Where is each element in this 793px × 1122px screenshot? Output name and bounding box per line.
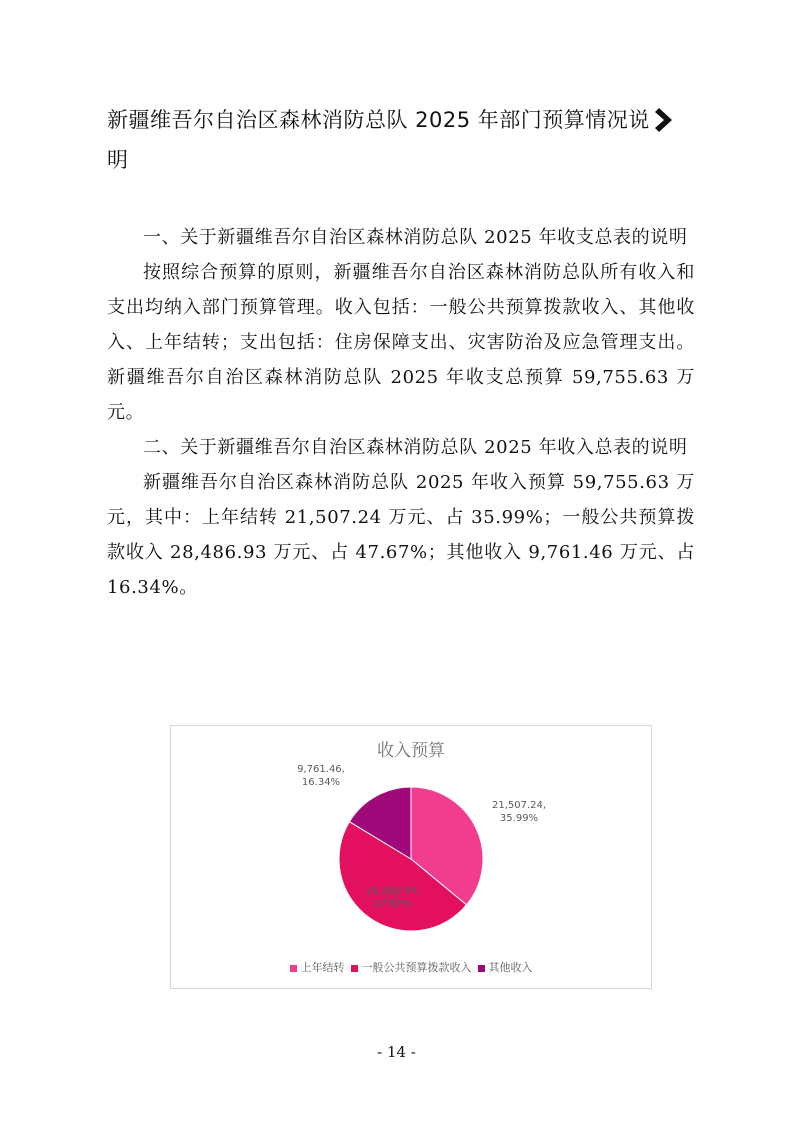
legend-swatch-3 xyxy=(478,965,485,972)
slice-value-label-2: 28,486.93, xyxy=(365,886,421,897)
slice-percent-label-2: 47.67% xyxy=(373,899,413,910)
chart-legend xyxy=(171,959,651,975)
legend-swatch-2 xyxy=(351,965,358,972)
legend-label-3: 其他收入 xyxy=(488,961,533,974)
section2-heading: 二、关于新疆维吾尔自治区森林消防总队 2025 年收入总表的说明 xyxy=(143,437,688,458)
legend-item-2 xyxy=(351,959,472,975)
legend-label-2: 一般公共预算拨款收入 xyxy=(361,961,472,974)
income-pie-chart xyxy=(170,725,652,989)
section1-paragraph: 按照综合预算的原则，新疆维吾尔自治区森林消防总队所有收入和支出均纳入部门预算管理。收入包括：一般公共预算拨款收入、其他收入、上年结转；支出包括：住房保障支出、灾害防治及应急管理支出。新疆维吾尔自治区森林消防总队 2025 年收支总预算 59,755.63 万元。 xyxy=(107,262,695,423)
document-body xyxy=(107,220,695,605)
legend-item-3 xyxy=(478,959,533,975)
slice-value-label-1: 21,507.24, xyxy=(491,800,547,811)
legend-item-1 xyxy=(290,959,345,975)
slice-value-label-3: 9,761.46, xyxy=(297,764,345,775)
section2-paragraph: 新疆维吾尔自治区森林消防总队 2025 年收入预算 59,755.63 万元，其中：上年结转 21,507.24 万元、占 35.99%；一般公共预算拨款收入 28,486.93 万元、占 47.67%；其他收入 9,761.46 万元、占 16.34%。 xyxy=(107,472,695,598)
pie-svg xyxy=(171,726,651,956)
page-number: - 14 - xyxy=(377,1043,416,1061)
slice-percent-label-1: 35.99% xyxy=(499,813,539,824)
legend-swatch-1 xyxy=(290,965,297,972)
slice-percent-label-3: 16.34% xyxy=(301,777,341,788)
section1-heading: 一、关于新疆维吾尔自治区森林消防总队 2025 年收支总表的说明 xyxy=(143,227,688,248)
legend-label-1: 上年结转 xyxy=(300,961,345,974)
chevron-right-icon xyxy=(650,104,682,136)
chart-title: 收入预算 xyxy=(377,741,445,761)
document-title: 新疆维吾尔自治区森林消防总队 2025 年部门预算情况说明 xyxy=(107,108,650,172)
